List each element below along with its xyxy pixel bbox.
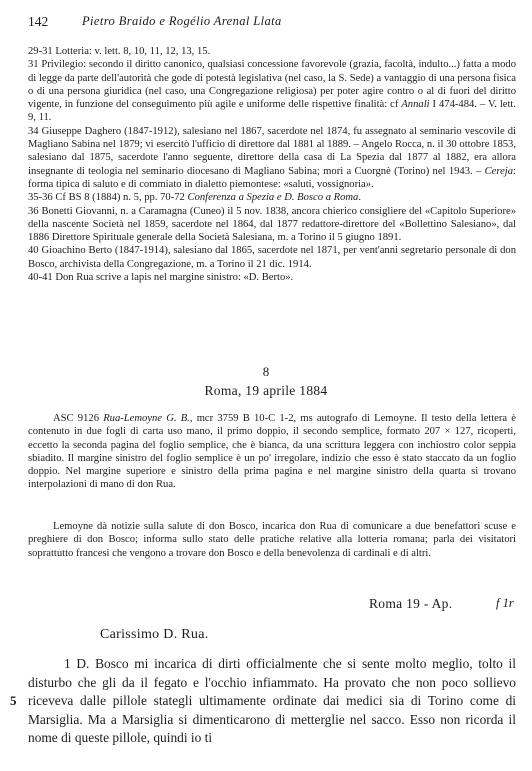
document-number: 8 [262, 364, 270, 379]
archival-italic-ref: Rua-Lemoyne G. B. [103, 413, 190, 424]
note-privilegio-text: 31 Privilegio: secondo il diritto canonico, qualsiasi concessione favorevole (grazia, facoltà, indulto...) fatta a modo di legge da parte dell'autorità che gode di potestà legislativa (nel caso, la S. Sede) a vantaggio di una persona fisica o di una persona giuridica (nel caso, una Congregazione religiosa) per poter agire contro o al di fuori del diritto vigente, in funzione del conseguimento più agile e uniforme delle rispettive finalità: cf [28, 59, 516, 111]
note-bs-reference [28, 191, 516, 204]
folio-marker: f 1r [496, 596, 514, 610]
letter-summary: Lemoyne dà notizie sulla salute di don Bosco, incarica don Rua di comunicare a due benefattori scuse e preghiere di don Bosco; informa sullo stato delle pratiche relative alla lotteria romana; parla dei visitatori soprattutto francesi che vengono a trovare don Bosco e della benevolenza di cardinali e di altri. [28, 521, 516, 559]
note-rua-lapis: 40-41 Don Rua scrive a lapis nel margine sinistro: «D. Berto». [28, 272, 294, 284]
line-number-marker: 5 [10, 693, 17, 708]
page-number: 142 [28, 14, 49, 29]
note-cereja-rest: : forma tipica di saluto e di commiato in dialetto piemontese: «saluti, vossignoria». [28, 165, 516, 190]
note-privilegio [28, 58, 516, 124]
note-daghero [28, 125, 516, 191]
note-annali-ref: I 474-484. – V. lett. 9, 11. [28, 99, 516, 124]
note-conferenza-title: Conferenza a Spezia e D. Bosco a Roma [187, 192, 359, 204]
page-header [28, 14, 518, 32]
note-berto: 40 Gioachino Berto (1847-1914), salesiano dal 1865, sacerdote nel 1871, per vent'anni segretario personale di don Bosco, archivista della Congregazione, m. a Torino il 21 dic. 1914. [28, 245, 516, 270]
critical-apparatus-notes [28, 45, 516, 284]
note-annali-title: Annali [401, 99, 430, 111]
archival-text: , mcr 3759 B 10-C 1-2, ms autografo di Lemoyne. Il testo della lettera è contenuto in due fogli di carta uso mano, il primo doppio, il secondo semplice, formato 207 × 127, ricoperti, eccetto la seconda pagina del foglio semplice, che è bianca, da una scrittura leggera con inchiostro color seppia sbiadito. Il margine sinistro del foglio semplice è un po' irregolare, indizio che esso è stato staccato da un foglio doppio. Nel margine superiore e sinistro della prima pagina e nel margine sinistro della quarta si trovano interpolazioni di mano di don Rua. [28, 413, 516, 491]
letter-salutation: Carissimo D. Rua. [100, 627, 209, 642]
archival-prefix: ASC 9126 [53, 413, 104, 424]
letter-body: 1 D. Bosco mi incarica di dirti officialmente che si sente molto meglio, tolto il disturbo che gli da il fegato e l'occhio infiammato. Ha provato che non poco sollievo riceveva dalle pillole stategli ultimamente ordinate dai medici sia di Torino come di Marsiglia. Ma a Marsiglia si dimenticarono di metterglie nel sacco. Esso non ricorda il nome di queste pillole, quindi io ti [28, 656, 516, 746]
letter-dateline: Roma 19 - Ap. [369, 596, 453, 611]
document-place-date: Roma, 19 aprile 1884 [204, 383, 328, 398]
note-cereja-word: Cereja [484, 165, 514, 177]
running-head: Pietro Braido e Rogélio Arenal Llata [82, 14, 282, 28]
note-lotteria: 29-31 Lotteria: v. lett. 8, 10, 11, 12, 13, 15. [28, 46, 211, 57]
archival-description [28, 412, 516, 492]
note-bs-text: 35-36 Cf BS 8 (1884) n. 5, pp. 70-72 [28, 192, 185, 204]
note-bonetti: 36 Bonetti Giovanni, n. a Caramagna (Cuneo) il 5 nov. 1838, ancora chierico consigliere del «Capitolo Superiore» della nascente Società nel 1859, sacerdote nel 1864, dal 1877 redattore-direttore del «Bollettino Salesiano», dal 1886 Direttore Spirituale generale della Società Salesiana, m. a Torino il 5 giugno 1891. [28, 205, 516, 244]
note-daghero-text: 34 Giuseppe Daghero (1847-1912), salesiano nel 1867, sacerdote nel 1874, fu assegnato al seminario vescovile di Magliano Sabina nel 1879; vi esercitò l'ufficio di direttore dal 1881 al 1889. – Angelo Rocca, n. il 30 ottobre 1853, salesiano dal 1875, sacerdote l'anno seguente, direttore della casa di La Spezia dal 1877 al 1882, era allora insegnante di teologia nel seminario diocesano di Magliano Sabina; morì a Cuorgnè (Torino) nel 1943. – [28, 125, 516, 177]
note-conferenza-end: . [358, 192, 362, 204]
